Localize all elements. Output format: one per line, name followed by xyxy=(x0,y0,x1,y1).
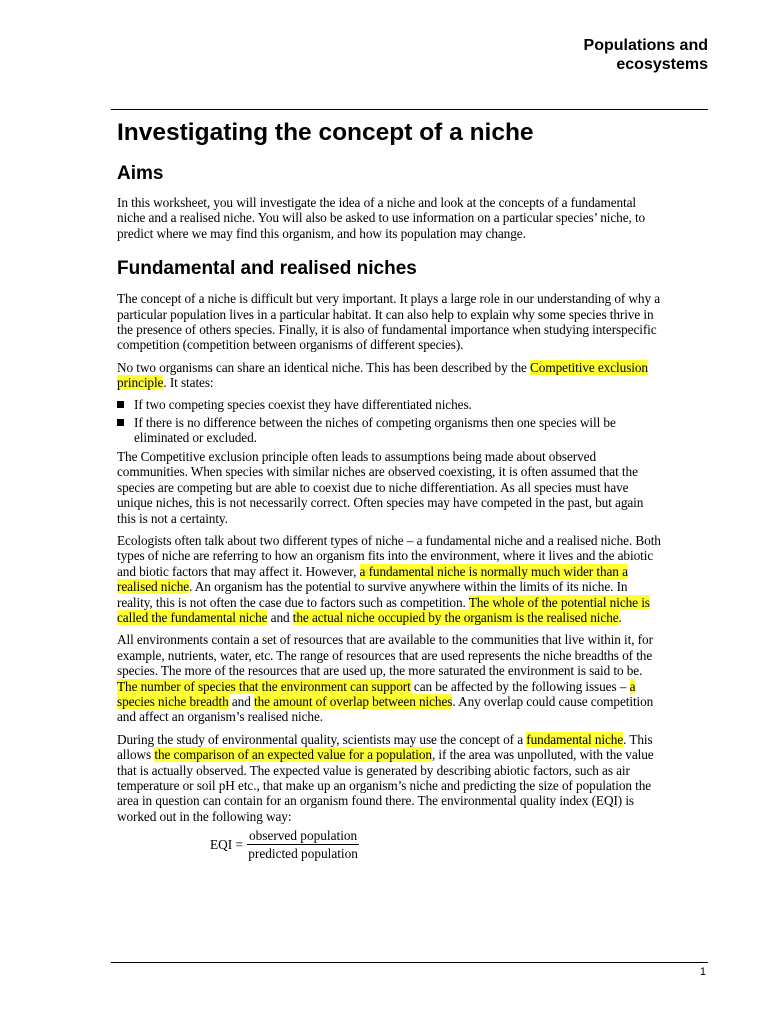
document-header xyxy=(584,36,708,74)
bullet-list xyxy=(117,397,663,446)
worksheet-body xyxy=(117,116,663,861)
text-run: can be affected by the following issues – xyxy=(410,678,630,694)
list-item-text: If two competing species coexist they have differentiated niches. xyxy=(134,396,472,412)
formula-lhs: EQI = xyxy=(210,836,243,852)
paragraph-environmental-quality xyxy=(117,732,663,824)
list-item xyxy=(117,415,663,446)
header-rule xyxy=(111,109,708,110)
text-run: During the study of environmental quality, scientists may use the concept of a xyxy=(117,731,527,747)
paragraph-niche-concept: The concept of a niche is difficult but very important. It plays a large role in our understanding of why a particular population lives in a particular habitat. It can also help to explain why some species thrive in the presence of others species. Finally, it is also of fundamental importance when studying interspecific competition (competition between organisms of different species). xyxy=(117,291,661,353)
text-run: and xyxy=(228,693,254,709)
paragraph-resources xyxy=(117,632,663,724)
text-run: . Any overlap could cause competition and affect an organism’s realised niche. xyxy=(117,693,654,725)
header-line-2: ecosystems xyxy=(616,56,708,73)
header-line-1: Populations and xyxy=(583,37,708,54)
aims-heading: Aims xyxy=(117,163,164,184)
highlight-text: Competitive exclusion principle xyxy=(117,359,648,391)
square-bullet-icon xyxy=(117,401,124,408)
eqi-formula xyxy=(210,828,663,861)
text-run: . It states: xyxy=(163,375,214,391)
paragraph-competitive-exclusion xyxy=(117,360,663,391)
highlight-text: the comparison of an expected value for a population xyxy=(154,747,432,763)
highlight-text: the actual niche occupied by the organism is the realised niche xyxy=(292,609,619,625)
aims-paragraph: In this worksheet, you will investigate the idea of a niche and look at the concepts of a fundamental niche and a realised niche. You will also be asked to use information on a particular species’ niche, to predict where we may find this organism, and how its population may change. xyxy=(117,195,646,241)
text-run: . An organism has the potential to survive anywhere within the limits of its niche. In reality, this is not often the case due to factors such as competition. xyxy=(117,579,628,610)
list-item xyxy=(117,397,663,412)
paragraph-assumptions: The Competitive exclusion principle often leads to assumptions being made about observed communities. When species with similar niches are observed coexisting, it is often assumed that the species are competing but are able to coexist due to niche differentiation. As all species must have unique niches, this is not necessarily correct. Often species may have competed in the past, but again this is not a certainty. xyxy=(117,448,644,526)
text-run: No two organisms can share an identical niche. This has been described by the xyxy=(117,359,531,375)
text-run: , if the area was unpolluted, with the value that is actually observed. The expected value is generated by describing abiotic factors, such as air temperature or soil pH etc., that make up an organism’s niche and predicting the size of population the area in question can contain for an organism found there. The environmental quality index (EQI) is worked out in the following way: xyxy=(117,747,654,824)
list-item-text: If there is no difference between the niches of competing organisms then one species will be eliminated or excluded. xyxy=(134,415,616,446)
text-run: All environments contain a set of resources that are available to the communities that live within it, for example, nutrients, water, etc. The range of resources that are used represents the niche breadths of the species. The more of the resources that are used up, the more saturated the environment is said to be. xyxy=(117,632,653,679)
formula-numerator: observed population xyxy=(248,828,358,844)
highlight-text: fundamental niche xyxy=(526,731,624,747)
text-run: Ecologists often talk about two different types of niche – a fundamental niche and a realised niche. Both types of niche are referring to how an organism fits into the environment, where it lives and the abiotic and biotic factors that may affect it. However, xyxy=(117,532,661,579)
highlight-text: a fundamental niche is normally much wider than a realised niche xyxy=(117,563,628,595)
highlight-text: a species niche breadth xyxy=(117,678,636,709)
text-run: . xyxy=(618,609,622,625)
paragraph-niche-types xyxy=(117,533,663,625)
page-number: 1 xyxy=(699,966,706,978)
highlight-text: the amount of overlap between niches xyxy=(253,693,453,709)
highlight-text: The whole of the potential niche is called the fundamental niche xyxy=(117,594,650,625)
formula-fraction xyxy=(247,828,359,861)
formula-denominator: predicted population xyxy=(248,846,358,862)
text-run: . This allows xyxy=(117,731,653,763)
text-run: and xyxy=(267,609,293,625)
highlight-text: The number of species that the environment can support xyxy=(117,678,411,694)
section-heading: Fundamental and realised niches xyxy=(117,258,417,280)
square-bullet-icon xyxy=(117,419,124,426)
page-title: Investigating the concept of a niche xyxy=(117,119,534,146)
footer-rule xyxy=(111,962,708,963)
